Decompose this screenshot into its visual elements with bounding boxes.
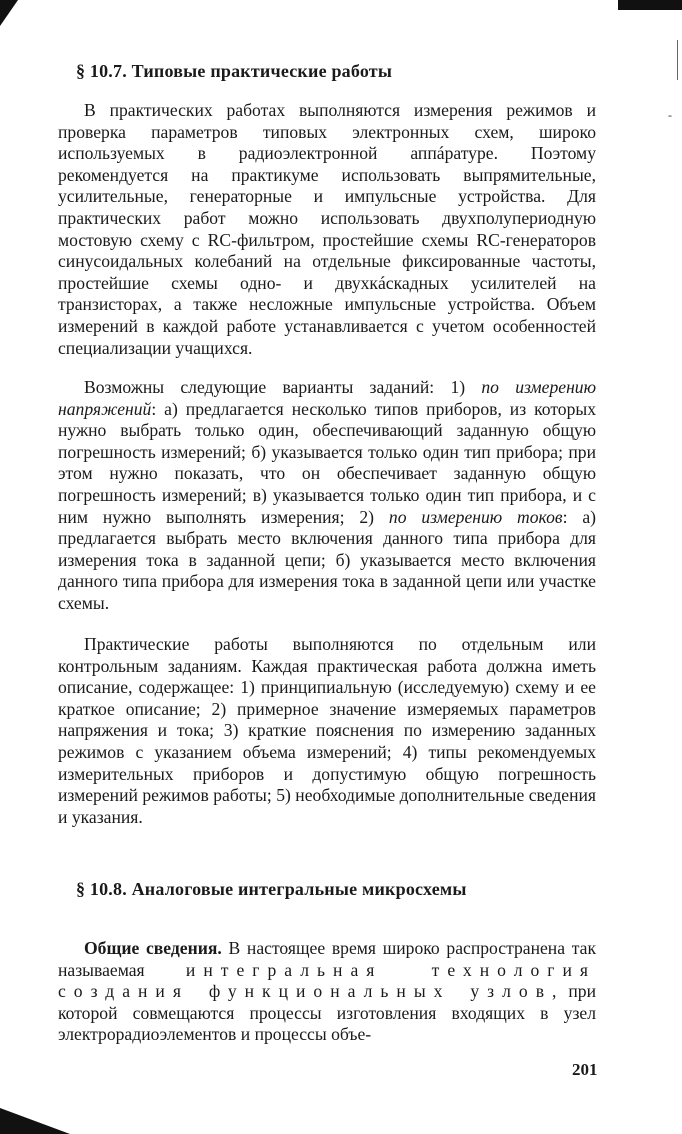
italic-term: по измерению напряжений [58,377,597,419]
margin-mark: - [668,108,672,122]
paragraph [58,634,596,828]
page-number: 201 [572,1060,598,1079]
spaced-term: интегральная технология создания функциональных узлов [58,959,596,1002]
text-run: В настоящее время широко распространена так называемая [58,938,597,980]
paragraph [58,100,596,359]
text-run: , при которой совмещаются процессы изготовления входящих в узел электрорадиоэлементов и процессы объе- [58,981,596,1045]
run-in-heading: Общие сведения. [84,938,222,958]
section-heading: § 10.7. Типовые практические работы [76,61,393,81]
scan-edge-line [677,40,678,80]
paragraph [58,377,596,615]
text-run: : а) предлагается выбрать место включения данного типа прибора для измерения тока в заданной цепи; б) указывается место включения данного типа прибора для измерения тока в заданной цепи или участке схемы. [58,506,596,613]
paragraph-text: В практических работах выполняются измерения режимов и проверка параметров типовых электронных схем, широко используемых в радиоэлектронной аппáратуре. Поэтому рекомендуется на практикуме использовать выпрямительные, усилительные, генераторные и импульсные устройства. Для практических работ можно использовать двухполупериодную мостовую схему с RC-фильтром, простейшие схемы RC-генераторов синусоидальных колебаний на отдельные фиксированные частоты, простейшие схемы одно- и двухкáскадных усилителей на транзисторах, а также несложные импульсные устройства. Объем измерений в каждой работе устанавливается с учетом особенностей специализации учащихся. [58,100,596,358]
paragraph [58,938,596,1046]
paragraph-text [58,938,596,1046]
scan-corner-shadow [0,0,18,26]
paragraph-text [58,377,596,615]
scan-corner-shadow [618,0,682,10]
section-heading: § 10.8. Аналоговые интегральные микросхемы [76,879,467,899]
paragraph-text: Практические работы выполняются по отдельным или контрольным заданиям. Каждая практическая работа должна иметь описание, содержащее: 1) принципиальную (исследуемую) схему и ее краткое описание; 2) примерное значение измеряемых параметров напряжения и тока; 3) краткие пояснения по измерению заданных режимов с указанием объема измерений; 4) типы рекомендуемых измерительных приборов и допустимую общую погрешность измерений режимов работы; 5) необходимые дополнительные сведения и указания. [58,634,596,827]
scan-corner-shadow [0,1108,70,1134]
italic-term: по измерению токов [388,506,563,527]
text-run: : а) предлагается несколько типов приборов, из которых нужно выбрать только один, обеспечивающий заданную общую погрешность измерений; б) указывается только один тип прибора; при этом нужно показать, что он обеспечивает заданную общую погрешность измерений; в) указывается только один тип прибора, и с ним нужно выполнять измерения; 2) [58,398,596,527]
text-run: Возможны следующие варианты заданий: 1) [84,377,482,397]
